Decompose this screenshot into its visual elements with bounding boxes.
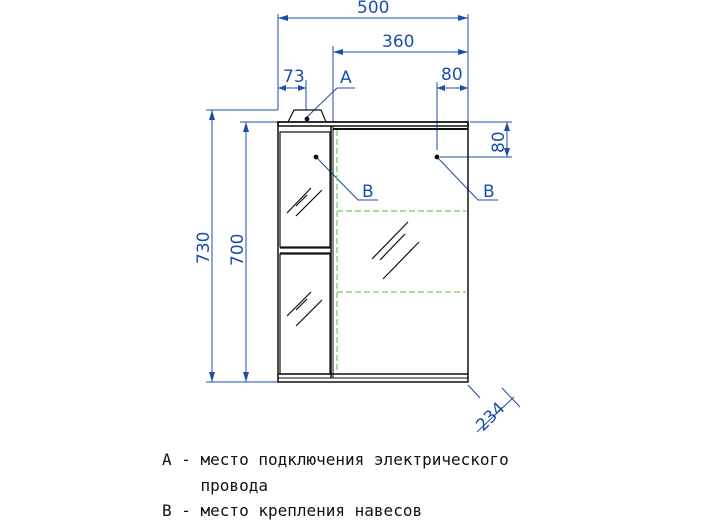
legend-line-3: B - место крепления навесов	[162, 501, 423, 520]
cabinet-outline	[278, 110, 468, 382]
marker-a-label: A	[340, 68, 352, 88]
dimension-arrows	[209, 15, 510, 382]
marker-b-point-right	[435, 155, 440, 160]
dim-total-height: 730	[194, 231, 214, 264]
marker-b-label-right: B	[483, 182, 495, 202]
dimension-lines	[206, 14, 520, 432]
dim-cabinet-width: 360	[382, 32, 415, 52]
hinge-points	[305, 117, 440, 160]
legend-line-1: A - место подключения электрического	[162, 450, 509, 469]
dim-right-offset: 80	[441, 65, 463, 85]
dim-top-offset: 80	[489, 131, 509, 153]
hidden-lines	[337, 130, 466, 372]
marker-b-point-left	[314, 155, 319, 160]
marker-a-point	[305, 117, 310, 122]
dim-depth: 234	[472, 398, 510, 436]
dim-body-height: 700	[228, 233, 248, 266]
marker-b-label-left: B	[362, 182, 374, 202]
dim-total-width: 500	[357, 0, 390, 18]
legend-line-2: провода	[162, 476, 268, 495]
dim-left-offset: 73	[283, 67, 305, 87]
